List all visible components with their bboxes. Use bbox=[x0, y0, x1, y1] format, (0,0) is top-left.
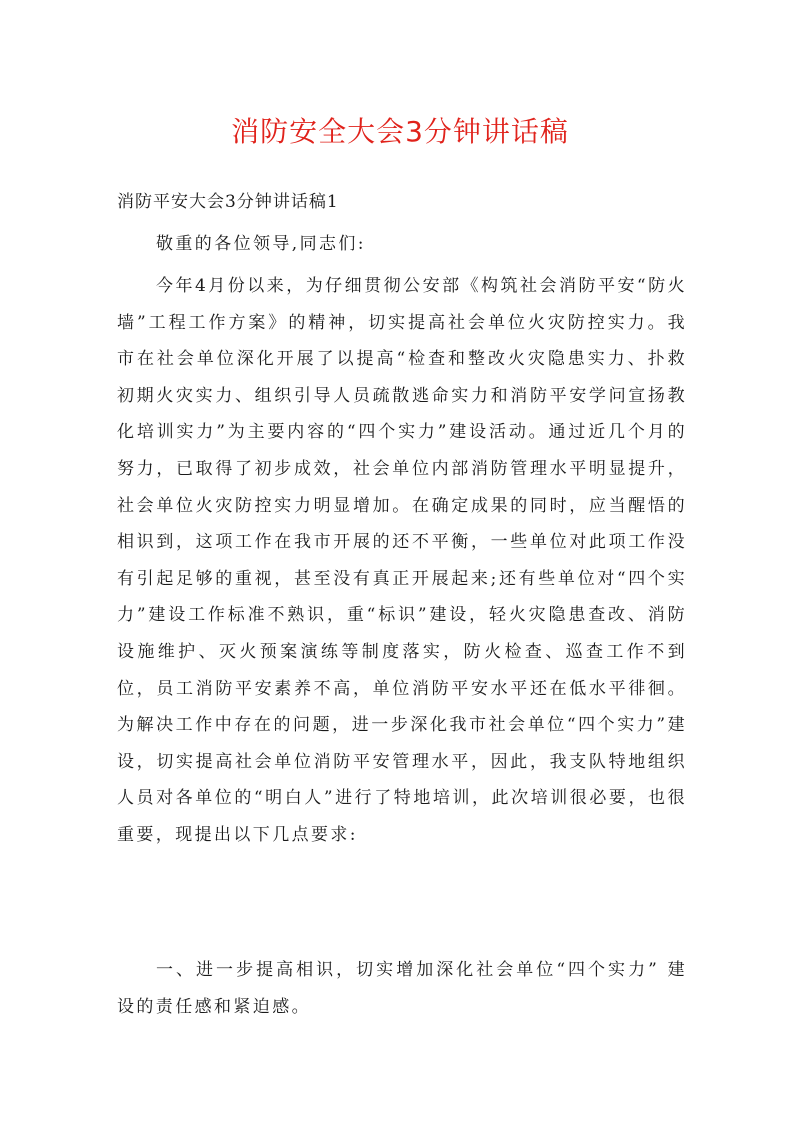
salutation: 敬重的各位领导,同志们: bbox=[156, 234, 366, 254]
document-subtitle: 消防平安大会3分钟讲话稿1 bbox=[117, 192, 339, 212]
body-paragraph: 今年4月份以来，为仔细贯彻公安部《构筑社会消防平安“防火墙”工程工作方案》的精神，切实提高社会单位火灾防控实力。我市在社会单位深化开展了以提高“检查和整改火灾隐患实力、扑救初期火灾实力、组织引导人员疏散逃命实力和消防平安学问宣扬教化培训实力”为主要内容的“四个实力”建设活动。通过近几个月的努力，已取得了初步成效，社会单位内部消防管理水平明显提升，社会单位火灾防控实力明显增加。在确定成果的同时，应当醒悟的相识到，这项工作在我市开展的还不平衡，一些单位对此项工作没有引起足够的重视，甚至没有真正开展起来;还有些单位对“四个实力”建设工作标准不熟识，重“标识”建设，轻火灾隐患查改、消防设施维护、灭火预案演练等制度落实，防火检查、巡查工作不到位，员工消防平安素养不高，单位消防平安水平还在低水平徘徊。为解决工作中存在的问题，进一步深化我市社会单位“四个实力”建设，切实提高社会单位消防平安管理水平，因此，我支队特地组织人员对各单位的“明白人”进行了特地培训，此次培训很必要，也很重要，现提出以下几点要求: bbox=[117, 276, 687, 845]
document-title: 消防安全大会3分钟讲话稿 bbox=[231, 115, 569, 148]
body-paragraph: 一、进一步提高相识，切实增加深化社会单位“四个实力” 建设的责任感和紧迫感。 bbox=[117, 960, 687, 1017]
